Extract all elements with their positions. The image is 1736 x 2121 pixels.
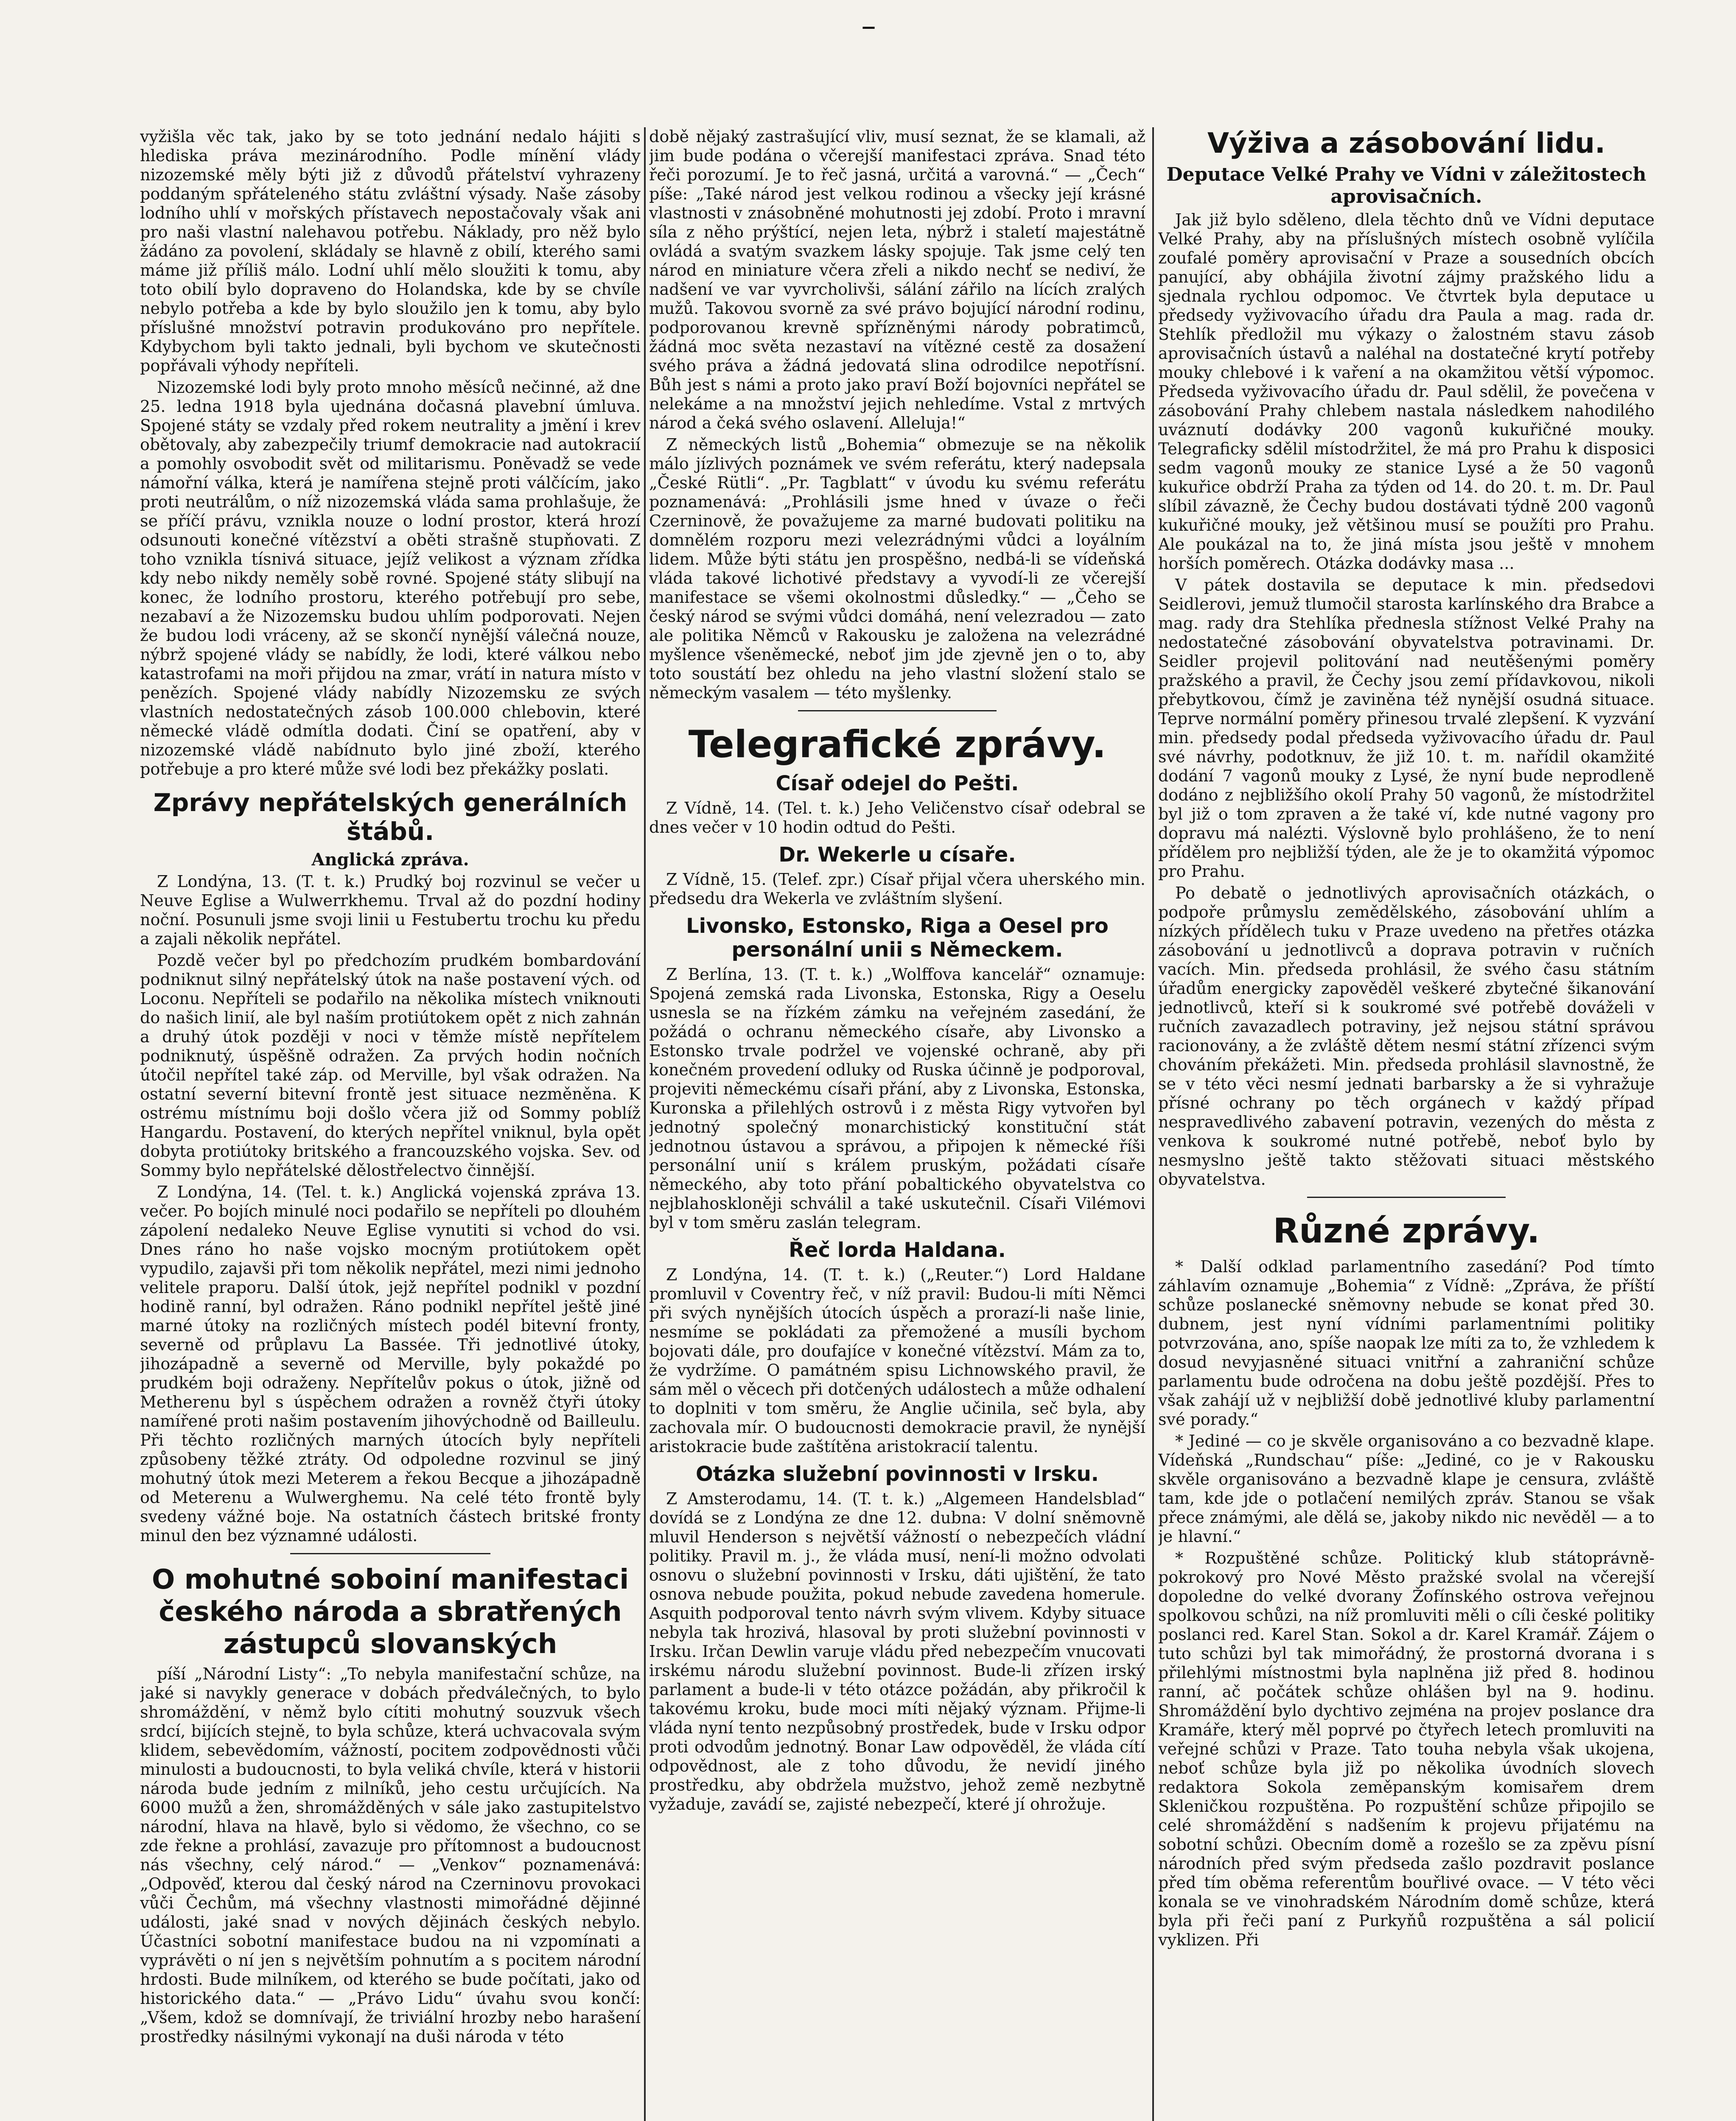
article-paragraph: Nizozemské lodi byly proto mnoho měsíců nečinné, až dne 25. ledna 1918 byla ujednána dočasná plavební úmluva. Spojené státy se vzdaly před rokem neutrality a jmění i krev obětovaly, aby zabezpečily triumf demokracie nad autokracií a pomohly osvobodit svět od militarismu. Poněvadž se vede námořní válka, která je namířena stejně proti válčícím, jako proti neutrálům, o níž nizozemská vláda sama prohlašuje, že se příčí právu, vznikla nouze o lodní prostor, která hrozí odsunouti konečné vítězství a oběti strašně stupňovati. Z toho vznikla tísnivá situace, jejíž velikost a význam zřídka kdy nebo nikdy neměly sobě rovné. Spojené státy slibují na konec, že lodního prostoru, kterého potřebují pro sebe, nezabaví a že Nizozemsku budou uhlím podporovati. Nejen že budou lodi vráceny, až se skončí nynější válečná nouze, nýbrž spojené vlády se nabídly, že lodi, které válkou nebo katastrofami na moři přijdou na zmar, vrátí in natura místo v penězích. Spojené vlády nabídly Nizozemsku ze svých vlastních nedostatečných zásob 100.000 chlebovin, které německé vládě odmítla dodati. Činí se opatření, aby v nizozemské vládě nabídnuto bylo jiné zboží, kterého potřebuje a pro které může své lodi bez překážky poslati. (140, 378, 641, 778)
article-paragraph: Jak již bylo sděleno, dlela těchto dnů ve Vídni deputace Velké Prahy, aby na příslušných místech osobně vylíčila zoufalé poměry aprovisační v Praze a sousedních obcích panující, aby obhájila životní zájmy pražského lidu a sjednala rychlou odpomoc. Ve čtvrtek byla deputace u předsedy vyživovacího úřadu dra Paula a mag. rada dr. Stehlík předložil mu výkazy o žalostném stavu zásob aprovisačních ústavů a naléhal na dostatečné krytí potřeby mouky chlebové i k vaření a na okamžitou větší výpomoc. Předseda vyživovacího úřadu dr. Paul sdělil, že povečena v zásobování Prahy chlebem nastala následkem nahodilého uváznutí dodávky 200 vagonů kukuřičné mouky. Telegraficky sdělil místodržitel, že má pro Prahu k disposici sedm vagonů mouky ze stanice Lysé a že 50 vagonů kukuřice obdrží Praha za týden od 14. do 20. t. m. Dr. Paul slíbil závazně, že Čechy budou dostávati týdně 200 vagonů kukuřičné mouky, jež většinou musí se použíti pro Prahu. Ale poukázal na to, že jiná místa jsou ještě v mnohem horších poměrech. Otázka dodávky masa ... (1158, 210, 1655, 573)
headline-livonsko: Livonsko, Estonsko, Riga a Oesel pro personální unii s Německem. (686, 914, 1109, 962)
article-paragraph: Z Londýna, 13. (T. t. k.) Prudký boj rozvinul se večer u Neuve Eglise a Wulwerrkhemu. Trval až do pozdní hodiny noční. Posunuli jsme svoji linii u Festubertu trochu ku předu a zajali několik nepřátel. (140, 872, 641, 948)
article-paragraph: Z Vídně, 14. (Tel. t. k.) Jeho Veličenstvo císař odebral se dnes večer v 10 hodin odtud do Pešti. (649, 799, 1145, 837)
article-paragraph: Pozdě večer byl po předchozím prudkém bombardování podniknut silný nepřátelský útok na naše postavení vých. od Loconu. Nepříteli se podařilo na několika místech vniknouti do našich linií, ale byl naším protiútokem opět z nich zahnán a druhý útok později v noci v těmže místě nepřítelem podniknutý, úspěšně odražen. Za prvých hodin nočních útočil nepřítel také záp. od Merville, byl však odražen. Na ostatní severní bitevní frontě jest situace nezměněna. K ostrému místnímu boji došlo včera již od Sommy poblíž Hangardu. Postavení, do kterých nepřítel vniknul, byla opět dobyta protiútoky britského a francouzského vojska. Sev. od Sommy bylo nepřátelské dělostřelectvo činnější. (140, 951, 641, 1180)
article-paragraph: Z Londýna, 14. (T. t. k.) („Reuter.“) Lord Haldane promluvil v Coventry řeč, v níž pravil: Budou-li míti Němci při svých nynějších útocích úspěch a prorazí-li naše linie, nesmíme se pokládati za přemožené a musíli bychom bojovati dále, pro doufajíce v konečné vítězství. Mám za to, že vydržíme. O památném spisu Lichnowského pravil, že sám měl o věcech při dotčených událostech a může odhalení to doplniti v tom směru, že Anglie učinila, seč byla, aby zachovala mír. O budoucnosti demokracie pravil, že nynější aristokracie bude zaštítěna aristokracií talentu. (649, 1265, 1145, 1456)
article-paragraph: píší „Národní Listy“: „To nebyla manifestační schůze, na jaké si navykly generace v dobách předválečných, to bylo shromáždění, v němž bylo cítiti mohutný souzvuk všech srdcí, bijících stejně, to byla schůze, která uchvacovala svým klidem, sebevědomím, vážností, pocitem zodpovědnosti vůči minulosti a budoucnosti, to byla veliká chvíle, která v historii národa bude jedním z milníků, jeho cestu určujících. Na 6000 mužů a žen, shromážděných v sále jako zastupitelstvo národní, hlava na hlavě, bylo si vědomo, že všechno, co se zde řekne a prohlásí, zavazuje pro přítomnost a budoucnost nás všechny, celý národ.“ — „Venkov“ poznamenává: „Odpověď, kterou dal český národ na Czerninovu provokaci vůči Čechům, má všechny vlastnosti mimořádné dějinné události, jaké snad v nových dějinách českých nebylo. Účastníci sobotní manifestace budou na ni vzpomínati a vyprávěti o ní jen s největším pohnutím a s pocitem národní hrdosti. Bude milníkem, od kterého se bude počítati, jako od historického data.“ — „Právo Lidu“ úvahu svou končí: „Všem, kdož se domnívají, že triviální hrozby nebo harašení prostředky násilnými vykonají na duši národa v této (140, 1665, 641, 2046)
headline-cisar-odejel: Císař odejel do Pešti. (776, 772, 1019, 795)
headline-rec-lorda-haldana: Řeč lorda Haldana. (789, 1238, 1006, 1262)
headline-telegraficke-zpravy: Telegrafické zprávy. (688, 722, 1106, 766)
section-divider (290, 1553, 490, 1554)
headline-sluzebni-povinnost-irsko: Otázka služební povinnosti v Irsku. (696, 1462, 1099, 1486)
article-paragraph: Po debatě o jednotlivých aprovisačních otázkách, o podpoře průmyslu zemědělského, zásobování uhlím a nízkých přídělech tuku v Praze uvedeno na přetřes otázka zásobování u jednotlivců a doprava potravin v ručních vacích. Min. předseda prohlásil, že svého času státním úřadům energicky zapověděl veškeré zbytečné šikanování jednotlivců, kteří si k soukromé své potřebě dováželi v ručních zavazadlech potraviny, jež nejsou státní správou racionovány, a že zvláště dětem nesmí státní zřízenci svým chováním překážeti. Min. předseda prohlásil slavnostně, že se v této věci nesmí jednati barbarsky a že si vyhražuje přísné ochrany po těch orgánech v každý případ nespravedlivého zabavení potravin, vezených do města z venkova k soukromé nutné potřebě, neboť bylo by nesmyslno ještě takto stěžovati situaci městského obyvatelstva. (1158, 884, 1655, 1189)
column-2 (649, 127, 1145, 2121)
headline-vyziva-zasobovani: Výživa a zásobování lidu. (1207, 127, 1606, 159)
article-paragraph: Z Vídně, 15. (Telef. zpr.) Císař přijal včera uherského min. předsedu dra Wekerla ve zvláštním slyšení. (649, 870, 1145, 908)
article-paragraph: vyžišla věc tak, jako by se toto jednání nedalo hájiti s hlediska práva mezinárodního. Podle mínění vlády nizozemské měly býti již z důvodů přátelství vyhrazeny poddaným spřáteleného státu zvláštní výsady. Naše zásoby lodního uhlí v mořských přístavech nepostačovaly však ani pro naši vlastní nalehavou potřebu. Náklady, pro něž bylo žádáno za povolení, skládaly se hlavně z obilí, kterého sami máme již příliš málo. Lodní uhlí mělo sloužiti k tomu, aby toto obilí bylo dopraveno do Holandska, kde by se chvíle nebylo potřeba a kde by bylo sloužilo jen k tomu, aby bylo příslušné množství potravin produkováno pro nepřítele. Kdybychom byli takto jednali, byli bychom ve skutečnosti popřávali výhody nepříteli. (140, 127, 641, 375)
section-divider (1307, 1197, 1506, 1198)
page-mark: – (861, 8, 876, 43)
article-paragraph: Z Amsterodamu, 14. (T. t. k.) „Algemeen Handelsblad“ dovídá se z Londýna ze dne 12. dubna: V dolní sněmovně mluvil Henderson s největší vážností o nebezpečích vládní politiky. Pravil m. j., že vláda musí, není-li možno odvolati osnovu o služební povinnosti v Irsku, dáti ujištění, že tato osnova nebude použita, pokud nebude zavedena homerule. Asquith podporoval tento návrh svým vlivem. Kdyby situace nebyla tak hrozivá, hlasoval by proti služební povinnosti v Irsku. Irčan Dewlin varuje vládu před nebezpečím vnucovati irskému národu služební povinnost. Bude-li zřízen irský parlament a bude-li v této otázce požádán, aby přikročil k takovému kroku, bude moci míti nějaký význam. Přijme-li vláda nyní tento nezpůsobný prostředek, bude v Irsku odpor proti odvodům jednotný. Bonar Law odpověděl, že vláda cítí odpovědnost, ale z toho důvodu, že nevidí jiného prostředku, aby obdržela mužstvo, jehož země nezbytně vyžaduje, zavádí se, zajisté nebezpečí, které jí ohrožuje. (649, 1489, 1145, 1813)
article-paragraph: Z Berlína, 13. (T. t. k.) „Wolffova kancelář“ oznamuje: Spojená zemská rada Livonska, Estonska, Rigy a Oeselu usnesla se na řízkém zámku na veřejném zasedání, že požádá o ochranu německého císaře, aby Livonsko a Estonsko trvale podržel ve vojenské ochraně, aby při konečném provedení odluky od Ruska účinně je podporoval, projeviti německému císaři přání, aby z Livonska, Estonska, Kuronska a přilehlých ostrovů i z města Rigy vytvořen byl jednotný společný monarchistický konstituční stát jednotnou ústavou a správou, a připojen k německé říši personální unií s králem pruským, požádati císaře německého, aby toto přání pobaltického obyvatelstva co nejblahoskloněji schválil a také uskutečnil. Císaři Vilémovi byl v tom směru zaslán telegram. (649, 965, 1145, 1232)
article-paragraph: V pátek dostavila se deputace k min. předsedovi Seidlerovi, jemuž tlumočil starosta karlínského dra Brabce a mag. rady dra Stehlíka přednesla stížnost Velké Prahy na nedostatečné zásobování obyvatelstva potravinami. Dr. Seidler projevil politování nad neutěšenými poměry pražského a pravil, že Čechy jsou zemí přídavkovou, nikoli přebytkovou, čímž je zaviněna též nynější osudná situace. Teprve normální poměry přinesou trvalé zlepšení. K vyzvání min. předsedy podal předseda vyživovacího úřadu dr. Paul své návrhy, podotknuv, že již 10. t. m. nařídil okamžité dodání 7 vagonů mouky z Lysé, že nyní bude neprodleně dodáno z nejbližšího okolí Prahy 50 vagonů, že místodržitel byl již o tom zpraven a že také ví, kde nutné vagony pro dopravu má nalézti. Výslovně bylo prohlášeno, že to není přídělem pro nejbližší týden, ale že je to okamžitá výpomoc pro Prahu. (1158, 576, 1655, 881)
article-paragraph: * Rozpuštěné schůze. Politický klub státoprávně-pokrokový pro Nové Město pražské svolal na včerejší dopoledne do velké dvorany Žofínského ostrova veřejnou spolkovou schůzi, na níž promluviti měli o cíli české politiky poslanci red. Karel Stan. Sokol a dr. Karel Kramář. Zájem o tuto schůzi byl tak mimořádný, že prostorná dvorana i s přilehlými místnostmi byla naplněna již před 8. hodinou ranní, ač počátek schůze ohlášen byl na 9. hodinu. Shromáždění bylo dychtivo zejména na projev poslance dra Kramáře, který měl poprvé po čtyřech letech promluviti na veřejné schůzi v Praze. Tato touha nebyla však ukojena, neboť schůze byla již po několika úvodních slovech redaktora Sokola zeměpanským komisařem drem Skleničkou rozpuštěna. Po rozpuštění schůze připojilo se celé shromáždění s nadšením k projevu přijatému na sobotní schůzi. Obecním domě a rozešlo se za zpěvu písní národních před svým předseda zašlo pozdravit poslance před tím oběma referentům bouřlivé ovace. — V této věci konala se ve vinohradském Národním domě schůze, která byla při řeči paní z Purkyňů rozpuštěna a sál policií vyklizen. Při (1158, 1549, 1655, 1949)
subheadline-anglicka-zprava: Anglická zpráva. (311, 850, 469, 870)
section-divider (798, 710, 997, 711)
column-3 (1158, 127, 1655, 2121)
article-paragraph: Z německých listů „Bohemia“ obmezuje se na několik málo jízlivých poznámek ve svém referátu, který nadepsala „České Rütli“. „Pr. Tagblatt“ v úvodu ku svému referátu poznamenává: „Prohlásili jsme hned v úvaze o řeči Czerninově, že považujeme za marné budovati politiku na domnělém rozporu mezi velezrádnými vůdci a loyálním lidem. Může býti státu jen prospěšno, nedbá-li se vídeňská vláda takové lichotivé představy a vyvodí-li ze včerejší manifestace se všemi okolnostmi důsledky.“ — „Čeho se český národ se svými vůdci domáhá, není velezradou — zato ale politika Němců v Rakousku je založena na velezrádné myšlence všeněmecké, neboť jim jde zjevně jen o to, aby toto soustátí bez ohledu na jeho vlastní složení stalo se německým vasalem — této myšlenky. (649, 435, 1145, 702)
article-paragraph: době nějaký zastrašující vliv, musí seznat, že se klamali, až jim bude podána o včerejší manifestaci zpráva. Snad této řeči porozumí. Je to řeč jasná, určitá a varovná.“ — „Čech“ píše: „Také národ jest velkou rodinou a všecky její krásné vlastnosti v znásobněné mohutnosti jej zdobí. Proto i mravní síla z něho prýštící, nejen leta, nýbrž i staletí majestátně ovládá a svatým svazkem lásky spojuje. Tak jsme celý ten národ en miniature včera zřeli a nikdo nechť se nediví, že nadšení ve var vyvrcholivši, sálání zářilo na lících zralých mužů. Takovou svorně za své právo bojující národní rodinu, podporovanou krevně spřízněnými národy pobratimců, žádná moc světa nezastaví na vítězné cestě za dosažení svého práva a žádná jedovatá slina odrodilce nepotřísní. Bůh jest s námi a proto jako praví Boží bojovníci nepřátel se nelekáme a na množství jejich nehledíme. Vstal z mrtvých národ a čeká svého oslavení. Alleluja!“ (649, 127, 1145, 432)
article-paragraph: Z Londýna, 14. (Tel. t. k.) Anglická vojenská zpráva 13. večer. Po bojích minulé noci podařilo se nepříteli po dlouhém zápolení nedaleko Neuve Eglise vynutiti si vchod do vsi. Dnes ráno ho naše vojsko mocným protiútokem opět vypudilo, zajavši při tom několik nepřátel, mezi nimi jednoho velitele praporu. Další útok, jejž nepřítel podnikl v pozdní hodině ranní, byl odražen. Ráno podnikl nepřítel ještě jiné marné útoky na rozličných místech podél bitevní fronty, severně od průplavu La Bassée. Tři jednotlivé útoky, jihozápadně a severně od Merville, byly pokaždé po prudkém boji odraženy. Nepřítelův pokus o útok, jižně od Metherenu byl s úspěchem odražen a rovněž čtyři útoky namířené proti našim postavením jihovýchodně od Bailleulu. Při těchto rozličných marných útocích byly nepříteli způsobeny těžké ztráty. Od odpoledne rozvinul se jiný mohutný útok mezi Meterem a řekou Becque a jihozápadně od Meterenu a Wulwerghemu. Na celé této frontě byly svedeny vážné boje. Na ostatních částech britské fronty minul den bez významné události. (140, 1183, 641, 1545)
headline-wekerle: Dr. Wekerle u císaře. (778, 843, 1016, 867)
subheadline-deputace-velke-prahy: Deputace Velké Prahy ve Vídni v záležitostech aprovisačních. (1166, 164, 1646, 207)
column-rule (644, 127, 646, 2121)
column-1 (140, 127, 641, 2121)
article-paragraph: * Další odklad parlamentního zasedání? Pod tímto záhlavím oznamuje „Bohemia“ z Vídně: „Zpráva, že příští schůze poslanecké sněmovny nebude se konat před 30. dubnem, jest nyní vídními parlamentními politiky potvrzována, ano, spíše naopak lze míti za to, že vzhledem k dosud nevyjasněné situaci vnitřní a zahraniční schůze parlamentu bude odročena na dobu ještě pozdější. Přes to však zahájí už v nejbližší době jednotlivé kluby parlamentní své porady.“ (1158, 1257, 1655, 1429)
article-paragraph: * Jediné — co je skvěle organisováno a co bezvadně klape. Vídeňská „Rundschau“ píše: „Jediné, co je v Rakousku skvěle organisováno a bezvadně klape je censura, zvláště tam, kde jde o potlačení nemilých zpráv. Stanou se však přece známými, ale dělá se, jakoby nikdo nic nevěděl — a to je hlavní.“ (1158, 1432, 1655, 1546)
headline-ruzne-zpravy: Různé zprávy. (1273, 1211, 1540, 1251)
headline-mohutna-manifestace: O mohutné soboiní manifestaci českého národa a sbratřených zástupců slovanských (151, 1564, 629, 1660)
headline-zpravy-stabu: Zprávy nepřátelských generálních štábů. (153, 788, 627, 846)
column-rule (1152, 127, 1154, 2121)
